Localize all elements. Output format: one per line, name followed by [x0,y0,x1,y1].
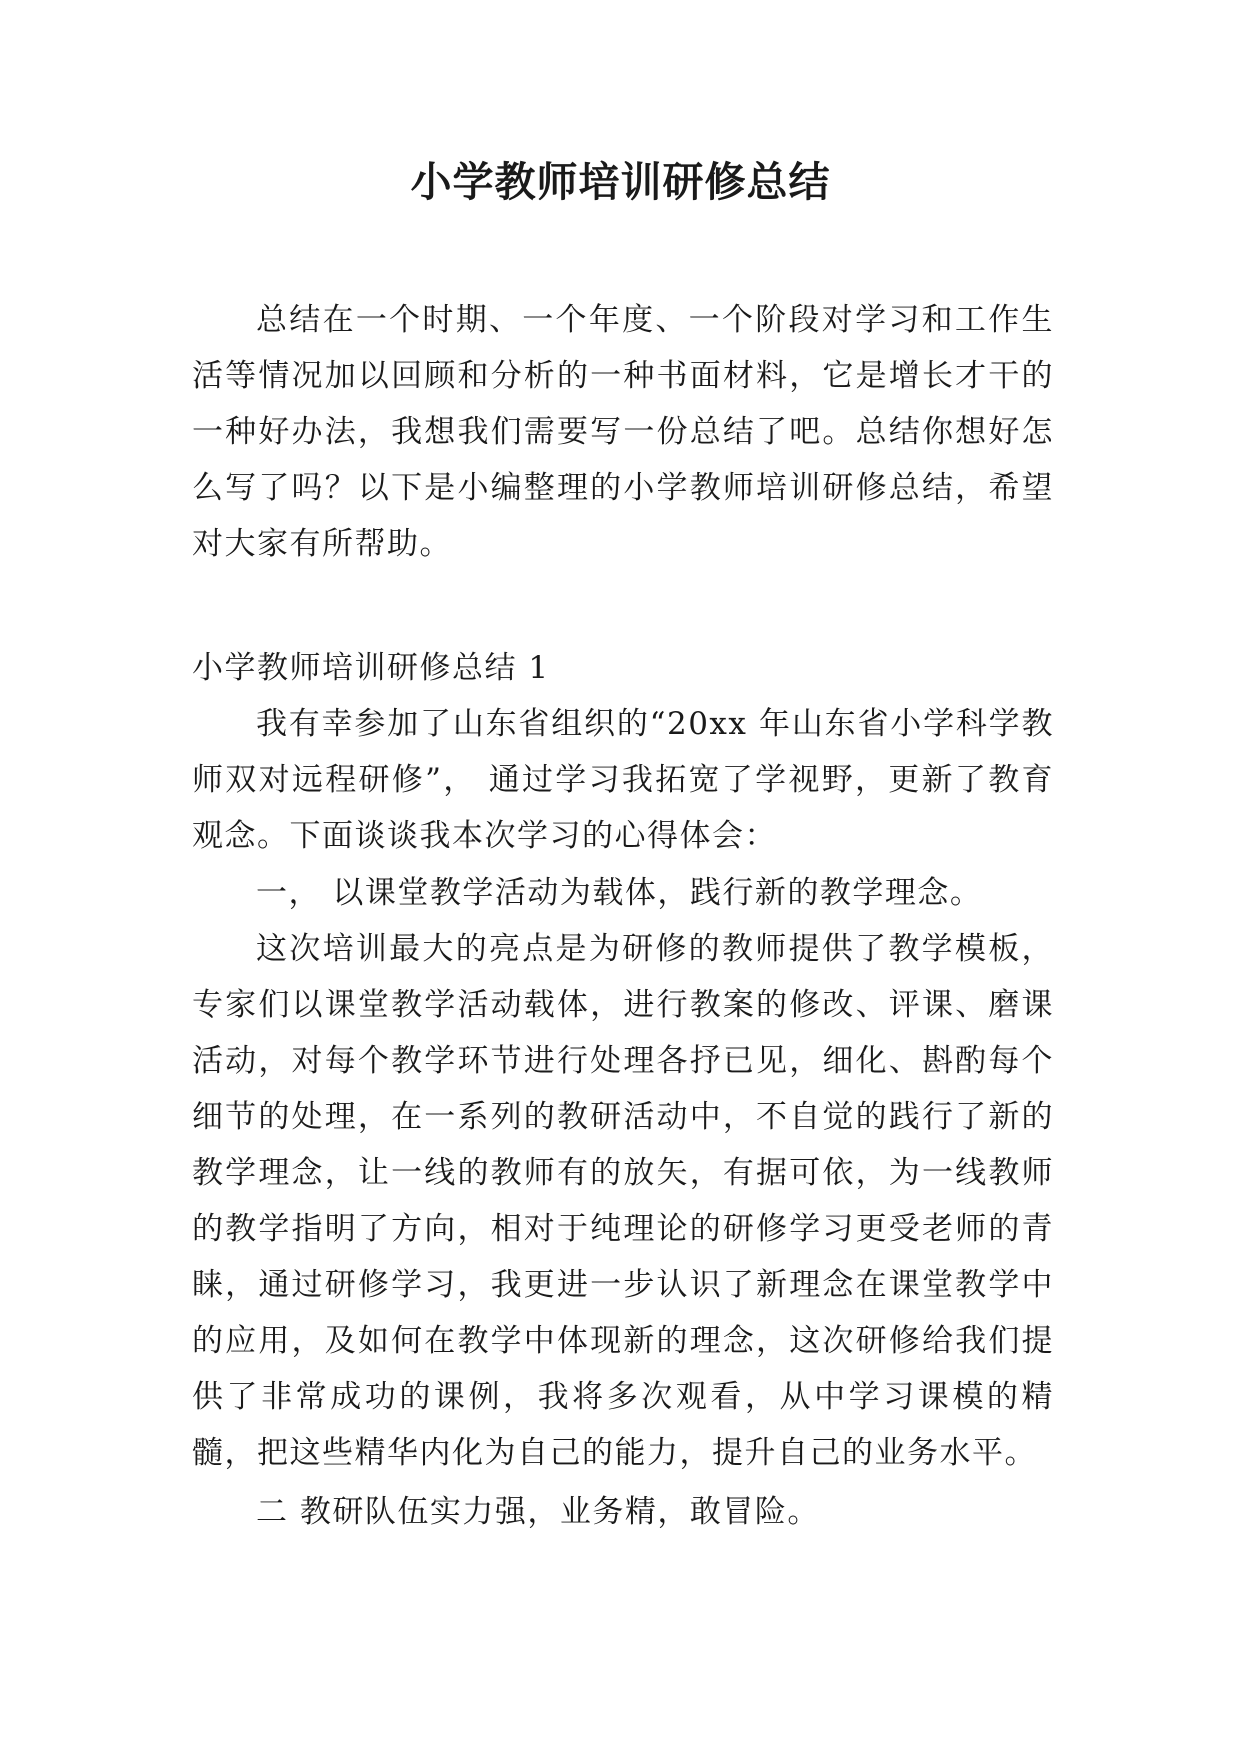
intro-paragraph: 总结在一个时期、一个年度、一个阶段对学习和工作生活等情况加以回顾和分析的一种书面材料，它是增长才干的一种好办法，我想我们需要写一份总结了吧。总结你想好怎么写了吗？以下是小编整理的小学教师培训研修总结，希望对大家有所帮助。 [192,302,1054,562]
point-heading-2: 二 教研队伍实力强，业务精，敢冒险。 [256,1494,820,1530]
point-heading-1: 一， 以课堂教学活动为载体，践行新的教学理念。 [256,875,983,911]
body-paragraph-2: 这次培训最大的亮点是为研修的教师提供了教学模板，专家们以课堂教学活动载体，进行教案的修改、评课、磨课活动，对每个教学环节进行处理各抒已见，细化、斟酌每个细节的处理，在一系列的教研活动中，不自觉的践行了新的教学理念，让一线的教师有的放矢，有据可依，为一线教师的教学指明了方向，相对于纯理论的研修学习更受老师的青睐，通过研修学习，我更进一步认识了新理念在课堂教学中的应用，及如何在教学中体现新的理念，这次研修给我们提供了非常成功的课例，我将多次观看，从中学习课模的精髓，把这些精华内化为自己的能力，提升自己的业务水平。 [192,931,1054,1471]
section-heading: 小学教师培训研修总结 1 [192,650,550,686]
body-paragraph-1: 我有幸参加了山东省组织的“20xx 年山东省小学科学教师双对远程研修”， 通过学习我拓宽了学视野，更新了教育观念。下面谈谈我本次学习的心得体会： [192,706,1054,854]
document-title: 小学教师培训研修总结 [410,158,831,206]
